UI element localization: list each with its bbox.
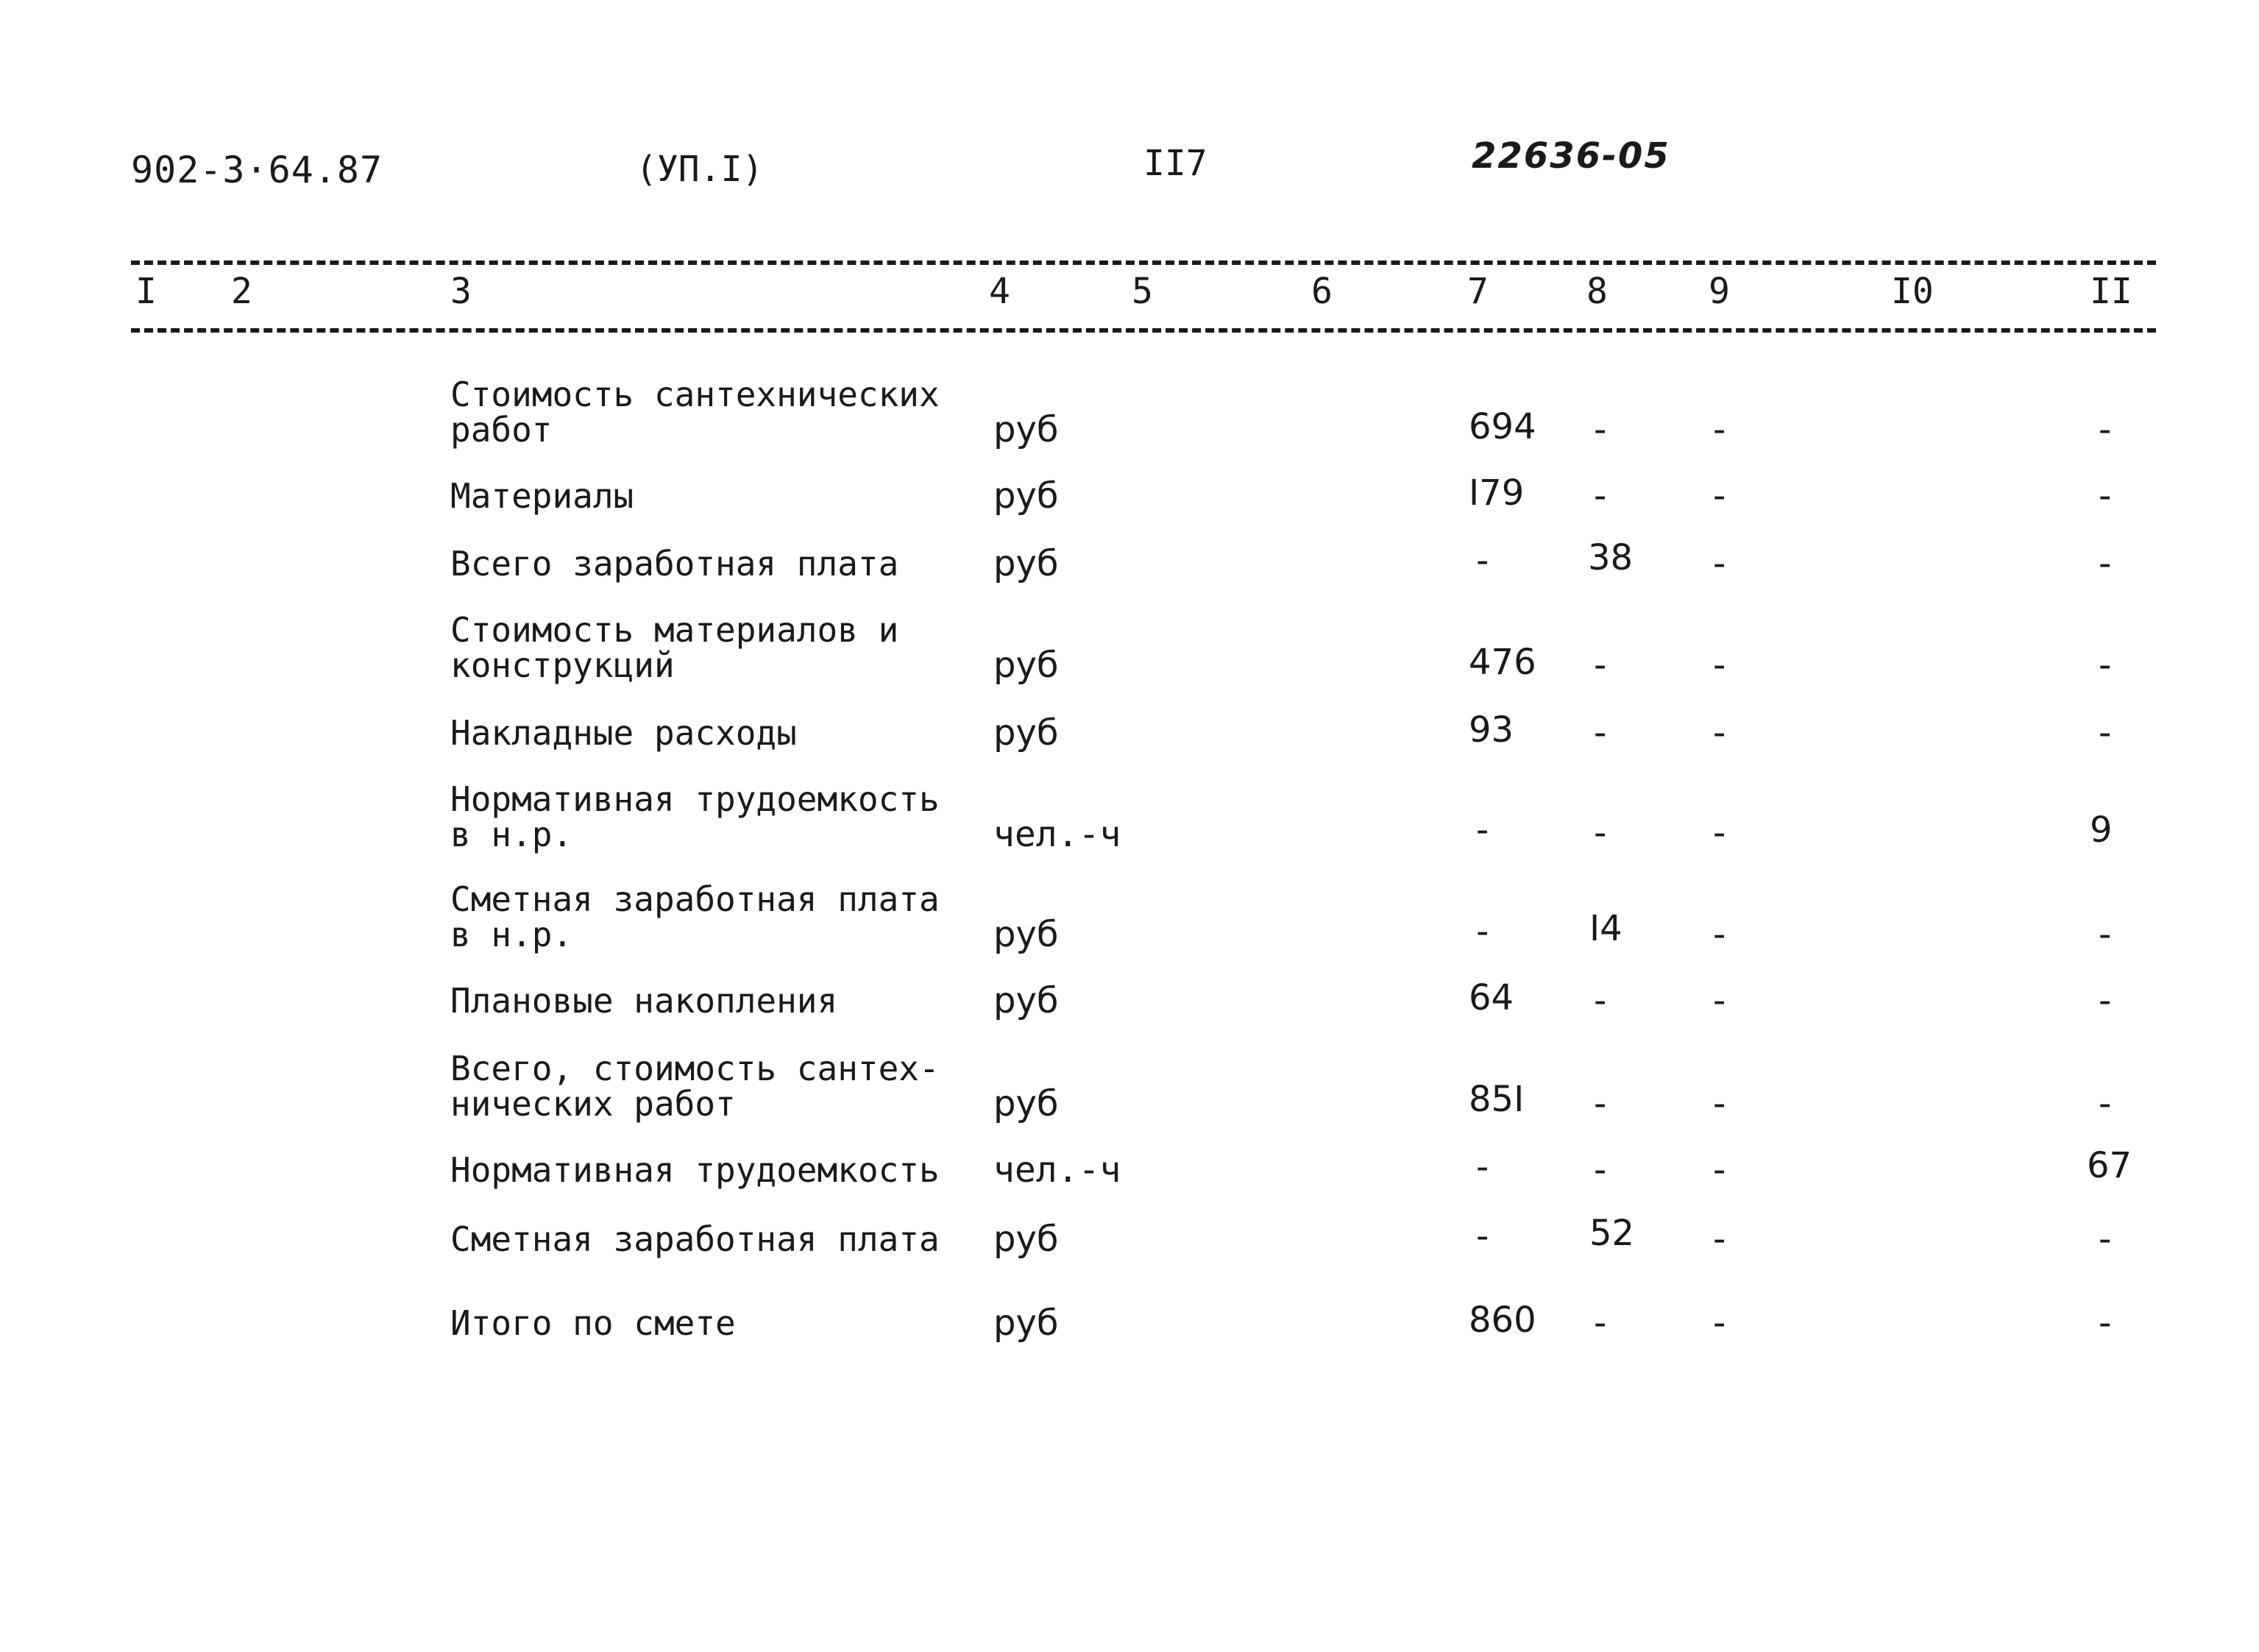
cell-col7: 694 [1469,406,1536,447]
cell-col11: - [2099,914,2112,955]
cell-col7: - [1476,1146,1489,1188]
cell-col11: - [2099,1219,2112,1260]
cell-col8: - [1594,980,1607,1021]
cell-col9: - [1713,1149,1726,1191]
cell-col7: 64 [1469,977,1514,1018]
row-unit: руб [993,1219,1059,1260]
row-unit: руб [993,475,1059,517]
cell-col11: - [2099,712,2112,754]
cell-col8: - [1594,812,1607,854]
row-label: Итого по смете [450,1303,736,1343]
row-unit: чел.-ч [993,1149,1121,1191]
column-header-6: 6 [1311,271,1333,312]
cell-col7: 476 [1469,642,1536,683]
cell-col9: - [1713,543,1726,584]
cell-col9: - [1713,475,1726,517]
row-unit: руб [993,914,1059,955]
cell-col11: - [2099,475,2112,517]
column-header-1: I [135,271,157,312]
row-unit: руб [993,1302,1059,1344]
cell-col9: - [1713,1219,1726,1260]
cell-col9: - [1713,712,1726,754]
cell-col7: - [1476,911,1489,952]
row-unit: руб [993,980,1059,1021]
cell-col9: - [1713,980,1726,1021]
cell-col7: - [1476,540,1489,581]
cell-col11: - [2099,1302,2112,1344]
row-label: Нормативная трудоемкость в н.р. [450,779,940,854]
cell-col11: - [2099,980,2112,1021]
cell-col7: 860 [1469,1300,1536,1341]
row-unit: чел.-ч [993,814,1121,855]
cell-col9: - [1713,409,1726,450]
cell-col9: - [1713,914,1726,955]
cell-col11: - [2099,1083,2112,1124]
cell-col11: - [2099,543,2112,584]
page-number: II7 [1143,143,1207,184]
row-label: Стоимость материалов и конструкций [450,610,899,685]
cell-col11: 9 [2090,809,2113,851]
column-header-4: 4 [989,271,1010,312]
row-unit: руб [993,409,1059,450]
cell-col7: 93 [1469,709,1514,751]
column-header-3: 3 [450,271,472,312]
row-unit: руб [993,712,1059,754]
row-unit: руб [993,543,1059,584]
row-label: Сметная заработная плата [450,1219,940,1259]
cell-col8: 52 [1589,1213,1635,1254]
cell-col8: 38 [1588,537,1634,578]
cell-col9: - [1713,1302,1726,1344]
row-label: Всего заработная плата [450,544,899,584]
cell-col8: - [1594,1083,1607,1124]
table-header-bottom-rule [131,328,2156,333]
cell-col9: - [1713,645,1726,686]
row-label: Нормативная трудоемкость [450,1150,940,1190]
column-header-5: 5 [1132,271,1153,312]
cell-col7: - [1476,809,1489,851]
row-unit: руб [993,645,1059,686]
section-label: (УП.I) [636,149,764,190]
row-label: Всего, стоимость сантех- нических работ [450,1049,940,1124]
row-label: Сметная заработная плата в н.р. [450,879,940,954]
cell-col8: - [1594,645,1607,686]
column-header-10: I0 [1891,271,1934,312]
cell-col7: - [1476,1216,1489,1257]
table-header-top-rule [131,260,2156,265]
column-header-11: II [2090,271,2132,312]
cell-col8: I4 [1589,908,1623,949]
row-label: Стоимость сантехнических работ [450,375,940,450]
row-unit: руб [993,1083,1059,1124]
cell-col11: 67 [2087,1145,2132,1186]
cell-col11: - [2099,409,2112,450]
cell-col8: - [1594,712,1607,754]
cell-col9: - [1713,812,1726,854]
column-header-7: 7 [1467,271,1489,312]
row-label: Плановые накопления [450,981,838,1021]
row-label: Материалы [450,476,634,516]
cell-col8: - [1594,409,1607,450]
cell-col8: - [1594,475,1607,517]
cell-col7: I79 [1469,472,1525,514]
column-header-9: 9 [1709,271,1730,312]
cell-col9: - [1713,1083,1726,1124]
column-header-8: 8 [1586,271,1608,312]
document-code: 902-3·64.87 [131,149,383,191]
cell-col7: 85I [1469,1079,1525,1120]
cell-col8: - [1594,1302,1607,1344]
column-header-2: 2 [231,271,252,312]
cell-col11: - [2099,645,2112,686]
cell-col8: - [1594,1149,1607,1191]
row-label: Накладные расходы [450,713,797,753]
handwritten-stamp-number: 22636-05 [1472,135,1670,177]
